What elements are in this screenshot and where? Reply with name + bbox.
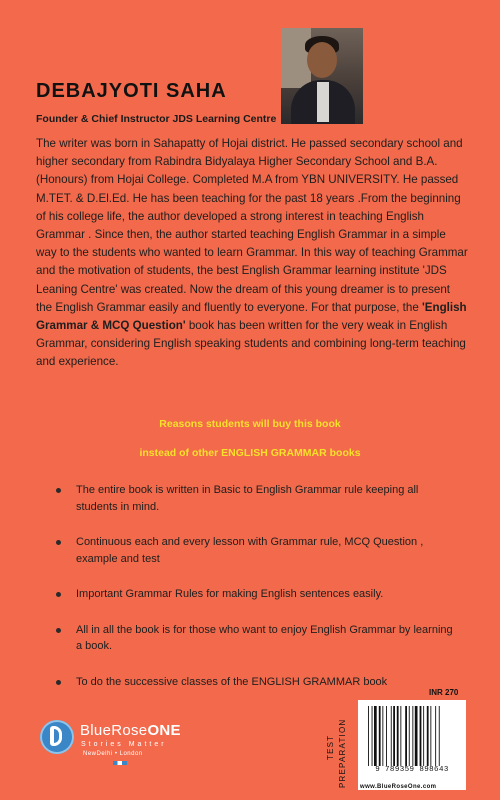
bullet-icon <box>56 488 61 493</box>
publisher-website: www.BlueRoseOne.com <box>360 784 437 790</box>
list-item: Important Grammar Rules for making English sentences easily. <box>56 586 456 603</box>
reasons-heading-2: instead of other ENGLISH GRAMMAR books <box>139 447 361 459</box>
barcode <box>358 700 466 790</box>
publisher-tagline: Stories Matter <box>81 741 167 748</box>
reasons-heading-1: Reasons students will buy this book <box>159 418 341 430</box>
price-label: INR 270 <box>429 688 459 697</box>
publisher-logo-icon <box>40 720 74 754</box>
bio-text-2: book has been written for the very weak in English Grammar, considering English speaking students and combining long-term teaching and experience. <box>36 319 466 369</box>
publisher-city: NewDelhi • London <box>83 751 143 757</box>
list-item: The entire book is written in Basic to English Grammar rule keeping all students in mind. <box>56 482 456 515</box>
author-title: Founder & Chief Instructor JDS Learning Centre <box>36 113 277 125</box>
bullet-icon <box>56 540 61 545</box>
reasons-list <box>56 482 459 709</box>
list-item: To do the successive classes of the ENGLISH GRAMMAR book <box>56 674 456 691</box>
publisher-brand: BlueRoseONE <box>80 722 181 739</box>
book-title: 'English Grammar & MCQ Question' <box>36 300 467 333</box>
category-line-2: PREPARATION <box>338 718 347 788</box>
category-line-1: TEST <box>326 734 335 760</box>
bio-text-1: The writer was born in Sahapatty of Hojai district. He passed secondary school and higher secondary from Rabindra Bidyalaya Higher Secondary School and B.A. (Honours) from Hojai College. Completed M.A from YBN UNIVERSITY. He passed M.TET. & D.El.Ed. He has been teaching for the past 18 years .From the beginning of his college life, the author developed a strong interest in teaching English Grammar . Since then, the author started teaching English Grammar in a simple way to the students who wanted to learn Grammar. In this way of teaching Grammar and the motivation of students, the best English Grammar learning institute 'JDS Leaning Centre' was created. Now the dream of this young dreamer is to present the English Grammar easily and fluently to everyone. For that purpose, the <box>36 137 468 314</box>
list-item: All in all the book is for those who want to enjoy English Grammar by learning a book. <box>56 622 456 655</box>
list-item: Continuous each and every lesson with Grammar rule, MCQ Question , example and test <box>56 534 456 567</box>
author-photo <box>281 28 363 124</box>
flag-icon <box>113 761 127 765</box>
isbn-number: 9 789359 898643 <box>375 766 449 774</box>
bullet-icon <box>56 628 61 633</box>
author-bio <box>36 135 468 372</box>
bullet-icon <box>56 680 61 685</box>
author-name: DEBAJYOTI SAHA <box>36 80 227 102</box>
category-label <box>320 700 360 790</box>
bullet-icon <box>56 592 61 597</box>
barcode-bars-icon <box>368 706 458 766</box>
